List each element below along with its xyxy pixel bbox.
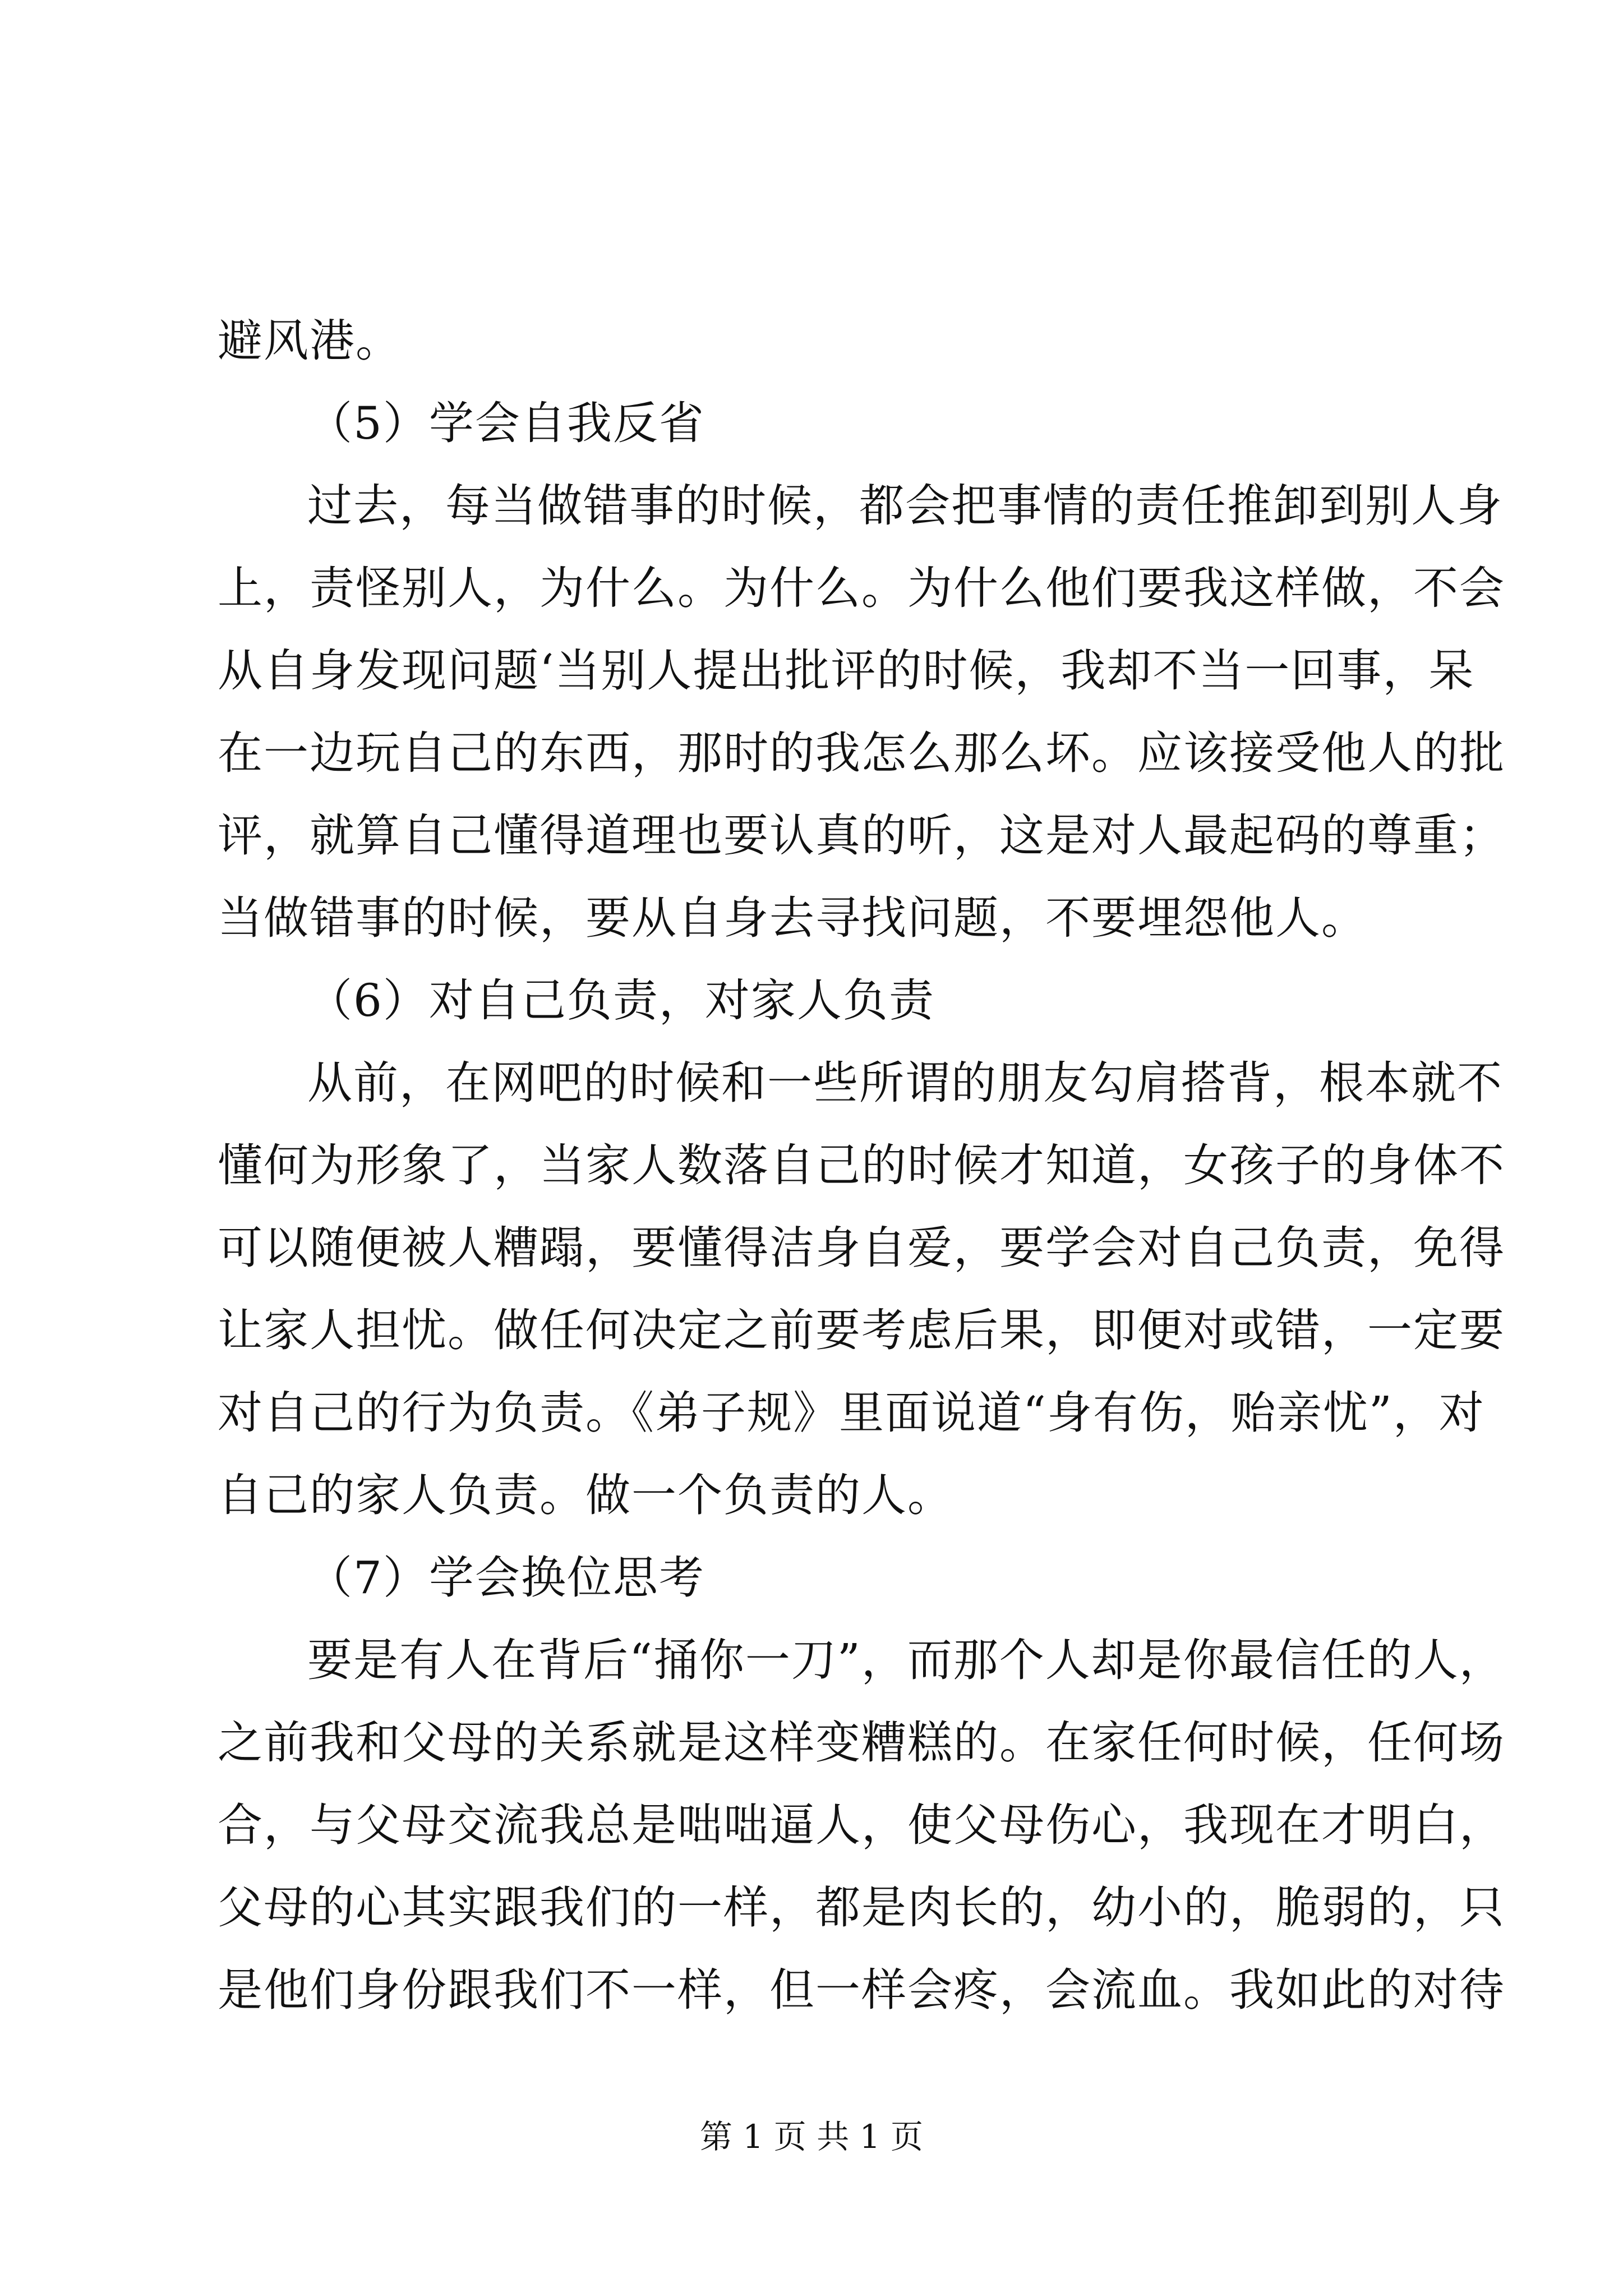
page-number-label: 第 1 页 共 1 页 bbox=[700, 2118, 923, 2156]
section-heading-5: （5）学会自我反省 bbox=[307, 397, 705, 449]
document-body bbox=[218, 300, 1505, 2031]
body-line: 是他们身份跟我们不一样，但一样会疼，会流血。我如此的对待 bbox=[218, 1964, 1505, 2016]
section-heading-7: （7）学会换位思考 bbox=[307, 1552, 705, 1604]
body-line: 合，与父母交流我总是咄咄逼人，使父母伤心，我现在才明白， bbox=[218, 1799, 1505, 1851]
body-line: 过去，每当做错事的时候，都会把事情的责任推卸到别人身 bbox=[307, 480, 1503, 532]
body-line: 当做错事的时候，要从自身去寻找问题，不要埋怨他人。 bbox=[218, 892, 1367, 944]
body-line: 避风港。 bbox=[218, 315, 402, 367]
section-heading-6: （6）对自己负责，对家人负责 bbox=[307, 974, 935, 1027]
body-line: 从自身发现问题‘当别人提出批评的时候，我却不当一回事，呆 bbox=[218, 645, 1475, 697]
body-line: 要是有人在背后“捅你一刀”，而那个人却是你最信任的人， bbox=[307, 1634, 1505, 1686]
body-line: 对自己的行为负责。《弟子规》里面说道“身有伤，贻亲忧”，对 bbox=[218, 1387, 1485, 1439]
body-line: 自己的家人负责。做一个负责的人。 bbox=[218, 1469, 953, 1521]
body-line: 评，就算自己懂得道理也要认真的听，这是对人最起码的尊重； bbox=[218, 809, 1505, 862]
body-line: 从前，在网吧的时候和一些所谓的朋友勾肩搭背，根本就不 bbox=[307, 1057, 1503, 1109]
body-line: 之前我和父母的关系就是这样变糟糕的。在家任何时候，任何场 bbox=[218, 1717, 1505, 1769]
body-line: 可以随便被人糟蹋，要懂得洁身自爱，要学会对自己负责，免得 bbox=[218, 1222, 1505, 1274]
body-line: 父母的心其实跟我们的一样，都是肉长的，幼小的，脆弱的，只 bbox=[218, 1881, 1505, 1934]
body-line: 懂何为形象了，当家人数落自己的时候才知道，女孩子的身体不 bbox=[218, 1139, 1505, 1191]
page-footer bbox=[0, 2117, 1623, 2156]
body-line: 在一边玩自己的东西，那时的我怎么那么坏。应该接受他人的批 bbox=[218, 727, 1505, 779]
body-line: 上，责怪别人，为什么。为什么。为什么他们要我这样做，不会 bbox=[218, 562, 1505, 614]
body-line: 让家人担忧。做任何决定之前要考虑后果，即便对或错，一定要 bbox=[218, 1304, 1505, 1356]
